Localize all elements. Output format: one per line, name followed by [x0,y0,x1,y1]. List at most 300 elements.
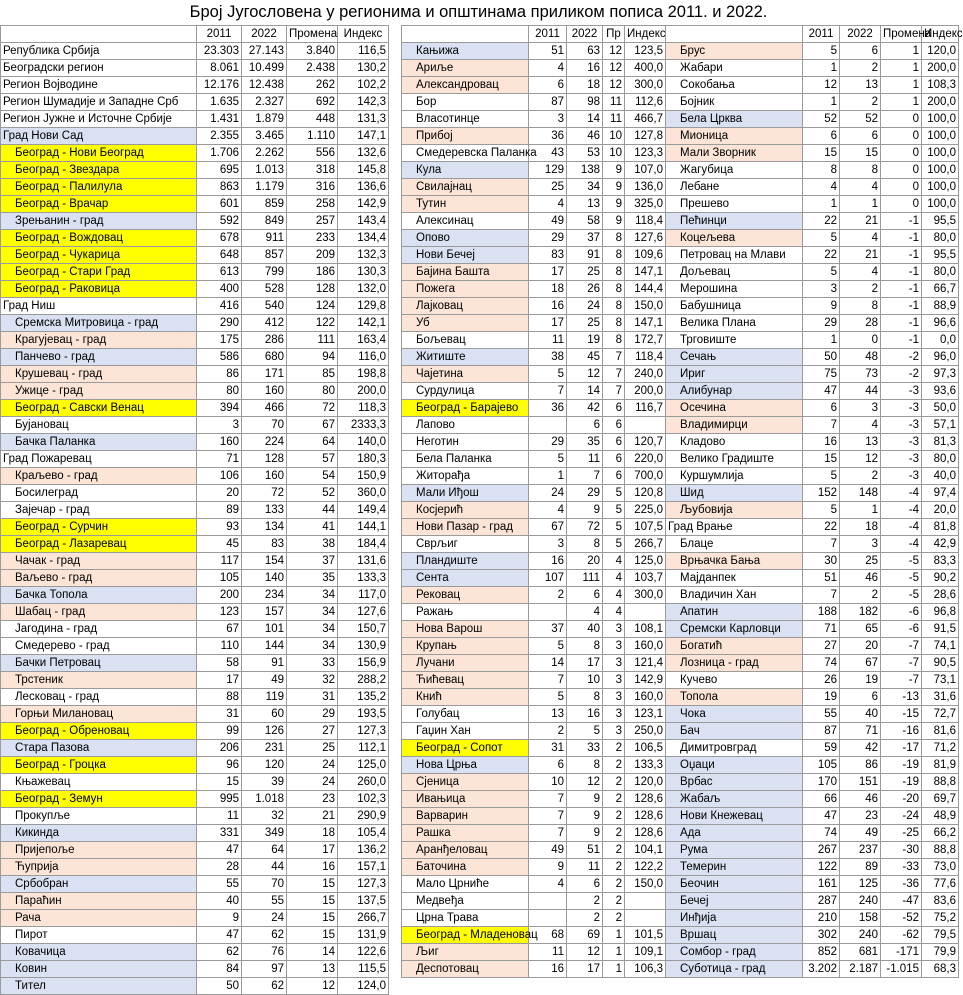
table-row [402,587,666,604]
index-value: 147,1 [338,128,389,145]
count-2022: 13 [840,77,881,94]
change-value: 2 [603,740,625,757]
count-2011: 47 [803,383,840,400]
index-value: 400,0 [625,60,666,77]
count-2011: 107 [529,570,567,587]
table-row [1,60,389,77]
municipality-name: Црна Трава [402,910,529,927]
count-2011: 16 [529,553,567,570]
index-value: 77,6 [922,876,959,893]
change-value: 64 [287,434,338,451]
count-2011: 5 [529,451,567,468]
table-row [1,417,389,434]
municipality-name: Босилеград [1,485,197,502]
municipality-name: Баточина [402,859,529,876]
change-value: 34 [287,638,338,655]
table-row [666,145,959,162]
change-value: 9 [603,179,625,196]
change-value: -17 [881,740,922,757]
table-row [666,247,959,264]
table-row [402,723,666,740]
count-2011: 110 [197,638,242,655]
index-value: 140,0 [338,434,389,451]
count-2011: 20 [197,485,242,502]
count-2022: 119 [242,689,287,706]
table-row [1,842,389,859]
municipality-name: Бојник [666,94,803,111]
index-value: 150,7 [338,621,389,638]
index-value: 150,0 [625,876,666,893]
count-2011: 51 [529,43,567,60]
change-value: 72 [287,400,338,417]
change-value: 3 [603,723,625,740]
municipality-name: Блаце [666,536,803,553]
count-2011: 16 [529,298,567,315]
count-2011: 4 [803,179,840,196]
index-value: 142,9 [338,196,389,213]
change-value: 2 [603,825,625,842]
count-2011: 58 [197,655,242,672]
table-row [666,706,959,723]
municipality-name: Дољевац [666,264,803,281]
municipality-name: Апатин [666,604,803,621]
municipality-name: Ада [666,825,803,842]
change-value: 57 [287,451,338,468]
table-row [402,43,666,60]
count-2022: 1.013 [242,162,287,179]
table-row [402,145,666,162]
index-value [625,604,666,621]
change-value: 3 [603,706,625,723]
municipality-name: Гаџин Хан [402,723,529,740]
index-value: 147,1 [625,264,666,281]
count-2011: 170 [803,774,840,791]
count-2022: 8 [567,757,603,774]
municipality-name: Лозница - град [666,655,803,672]
table-row [1,604,389,621]
index-value: 69,7 [922,791,959,808]
index-value: 143,4 [338,213,389,230]
index-value: 125,0 [625,553,666,570]
table-row [402,706,666,723]
change-value: -4 [881,519,922,536]
municipality-name: Ковин [1,961,197,978]
count-2011 [529,417,567,434]
change-value: 7 [603,383,625,400]
index-value: 115,5 [338,961,389,978]
table-row [402,893,666,910]
table-row [402,417,666,434]
count-2011: 75 [803,366,840,383]
count-2011: 995 [197,791,242,808]
municipality-name: Прокупље [1,808,197,825]
count-2011: 52 [803,111,840,128]
table-row [666,485,959,502]
table-row [666,553,959,570]
index-value: 100,0 [922,162,959,179]
change-value: 29 [287,706,338,723]
count-2022: 73 [840,366,881,383]
table-row [402,825,666,842]
municipality-name: Нови Бечеј [402,247,529,264]
table-row [1,553,389,570]
municipality-name: Варварин [402,808,529,825]
index-value: 127,3 [338,723,389,740]
index-value: 66,7 [922,281,959,298]
table-row [666,655,959,672]
count-2011: 16 [529,961,567,978]
municipality-name: Пећинци [666,213,803,230]
column-header: 2011 [197,26,242,43]
count-2011: 86 [197,366,242,383]
column-header: 2022 [242,26,287,43]
change-value: -1 [881,315,922,332]
count-2011: 1 [803,332,840,349]
change-value: 2 [603,791,625,808]
municipality-name: Бујановац [1,417,197,434]
count-2011: 38 [529,349,567,366]
change-value: 12 [603,60,625,77]
count-2022: 2 [840,281,881,298]
count-2022: 1 [840,502,881,519]
table-row [666,179,959,196]
table-row [666,927,959,944]
count-2011: 3.202 [803,961,840,978]
index-value: 81,3 [922,434,959,451]
municipality-name: Темерин [666,859,803,876]
change-value: 6 [603,468,625,485]
count-2011: 27 [803,638,840,655]
table-row [402,196,666,213]
municipality-name: Град Нови Сад [1,128,197,145]
index-value: 129,8 [338,298,389,315]
municipality-name: Сремски Карловци [666,621,803,638]
index-value: 225,0 [625,502,666,519]
change-value: 316 [287,179,338,196]
count-2011: 14 [529,655,567,672]
index-value: 48,9 [922,808,959,825]
change-value: -2 [881,349,922,366]
index-value: 120,0 [625,774,666,791]
table-row [1,451,389,468]
count-2011: 3 [803,281,840,298]
table-row [666,536,959,553]
count-2022: 13 [840,434,881,451]
count-2022: 128 [242,451,287,468]
index-value: 150,0 [625,298,666,315]
count-2022: 158 [840,910,881,927]
change-value: 15 [287,876,338,893]
count-2011: 22 [803,247,840,264]
table-row [666,604,959,621]
count-2022: 55 [242,893,287,910]
table-row [1,944,389,961]
index-value: 128,6 [625,808,666,825]
count-2022: 16 [567,706,603,723]
change-value: 38 [287,536,338,553]
municipality-name: Мерошина [666,281,803,298]
count-2011: 5 [803,502,840,519]
index-value: 42,9 [922,536,959,553]
index-value: 132,6 [338,145,389,162]
table-row [1,366,389,383]
table-row [402,689,666,706]
count-2022: 89 [840,859,881,876]
count-2022: 240 [840,893,881,910]
count-2011: 105 [803,757,840,774]
count-2011: 15 [803,145,840,162]
table-row [666,859,959,876]
municipality-name: Сјеница [402,774,529,791]
table-header-row [1,26,389,43]
count-2022: 26 [567,281,603,298]
index-value: 95,5 [922,247,959,264]
table-row [402,383,666,400]
index-value: 74,1 [922,638,959,655]
index-value: 109,1 [625,944,666,961]
municipality-name: Ивањица [402,791,529,808]
count-2022: 25 [567,264,603,281]
table-row [1,876,389,893]
count-2011: 400 [197,281,242,298]
change-value: 556 [287,145,338,162]
table-row [402,808,666,825]
change-value: -19 [881,774,922,791]
count-2011: 93 [197,519,242,536]
count-2022: 6 [567,587,603,604]
index-value: 142,1 [338,315,389,332]
index-value: 142,9 [625,672,666,689]
municipality-name: Нови Пазар - град [402,519,529,536]
table-row [1,298,389,315]
table-row [666,43,959,60]
count-2011: 863 [197,179,242,196]
municipality-name: Београд - Стари Град [1,264,197,281]
change-value: 258 [287,196,338,213]
change-value: 0 [881,162,922,179]
change-value: 23 [287,791,338,808]
change-value: 2 [603,893,625,910]
count-2011: 31 [197,706,242,723]
index-value: 466,7 [625,111,666,128]
count-2022: 28 [840,315,881,332]
count-2022: 46 [567,128,603,145]
municipality-name: Трстеник [1,672,197,689]
municipality-name: Бачка Паланка [1,434,197,451]
index-value: 75,2 [922,910,959,927]
change-value: -4 [881,485,922,502]
count-2011: 2 [529,587,567,604]
count-2022: 76 [242,944,287,961]
table-row [402,162,666,179]
municipality-name: Кањижа [402,43,529,60]
count-2022: 34 [567,179,603,196]
table-row [666,77,959,94]
count-2022: 83 [242,536,287,553]
count-2022: 8 [840,162,881,179]
count-2022: 71 [840,723,881,740]
table-row [1,230,389,247]
table-row [1,247,389,264]
municipality-name: Чачак - град [1,553,197,570]
count-2022: 91 [242,655,287,672]
municipality-name: Београд - Палилула [1,179,197,196]
index-value: 149,4 [338,502,389,519]
count-2022: 8 [840,298,881,315]
table-header-row [666,26,959,43]
municipality-name: Владичин Хан [666,587,803,604]
count-2022: 24 [567,298,603,315]
change-value: 9 [603,213,625,230]
table-row [402,621,666,638]
index-value: 250,0 [625,723,666,740]
municipality-name: Бајина Башта [402,264,529,281]
municipality-name: Мали Зворник [666,145,803,162]
count-2022: 2 [840,94,881,111]
change-value: 24 [287,757,338,774]
count-2022: 3.465 [242,128,287,145]
count-2011: 43 [529,145,567,162]
count-2011: 4 [529,876,567,893]
municipality-name: Лапово [402,417,529,434]
change-value: 318 [287,162,338,179]
index-value: 700,0 [625,468,666,485]
table-row [402,927,666,944]
count-2011: 49 [529,842,567,859]
table-row [1,111,389,128]
municipality-name: Петровац на Млави [666,247,803,264]
change-value: 25 [287,740,338,757]
table-panel-middle [401,25,666,978]
municipality-name: Кнић [402,689,529,706]
count-2011: 695 [197,162,242,179]
index-value: 96,0 [922,349,959,366]
table-row [402,757,666,774]
change-value: 262 [287,77,338,94]
change-value: 4 [603,604,625,621]
municipality-name: Сокобања [666,77,803,94]
index-value: 260,0 [338,774,389,791]
municipality-name: Бечеј [666,893,803,910]
table-row [666,196,959,213]
count-2022: 7 [567,468,603,485]
count-2022: 224 [242,434,287,451]
column-header: Индекс [338,26,389,43]
change-value: 7 [603,349,625,366]
change-value: 209 [287,247,338,264]
change-value: -3 [881,417,922,434]
count-2022: 13 [567,196,603,213]
count-2011: 3 [529,111,567,128]
count-2022: 10 [567,672,603,689]
index-value: 136,2 [338,842,389,859]
table-row [666,519,959,536]
count-2011: 1 [803,60,840,77]
municipality-name: Нова Црња [402,757,529,774]
table-row [666,944,959,961]
count-2022: 21 [840,247,881,264]
municipality-name: Мало Црниће [402,876,529,893]
index-value: 103,7 [625,570,666,587]
index-value: 109,6 [625,247,666,264]
table-row [1,927,389,944]
index-value: 240,0 [625,366,666,383]
change-value: 3.840 [287,43,338,60]
municipality-name: Топола [666,689,803,706]
municipality-name: Љубовија [666,502,803,519]
municipality-name: Мали Иђош [402,485,529,502]
municipality-name: Пријепоље [1,842,197,859]
table-row [666,893,959,910]
index-value: 100,0 [922,196,959,213]
count-2022: 69 [567,927,603,944]
count-2022: 859 [242,196,287,213]
municipality-name: Власотинце [402,111,529,128]
table-row [1,825,389,842]
index-value: 132,3 [338,247,389,264]
count-2022: 21 [840,213,881,230]
table-panel-right [665,25,963,978]
municipality-name: Крагујевац - град [1,332,197,349]
table-row [1,723,389,740]
count-2022: 2 [840,468,881,485]
count-2022: 2 [840,60,881,77]
index-value: 132,0 [338,281,389,298]
count-2011: 7 [529,791,567,808]
index-value: 88,9 [922,298,959,315]
count-2022: 528 [242,281,287,298]
count-2022: 35 [567,434,603,451]
count-2011 [529,910,567,927]
count-2011: 12.176 [197,77,242,94]
change-value: -7 [881,672,922,689]
change-value: 13 [287,961,338,978]
change-value: 14 [287,944,338,961]
column-header: 2022 [840,26,881,43]
count-2011: 68 [529,927,567,944]
table-row [666,689,959,706]
count-2011: 1 [529,468,567,485]
change-value: -1 [881,298,922,315]
count-2011: 71 [803,621,840,638]
change-value: 15 [287,893,338,910]
index-value: 136,6 [338,179,389,196]
count-2011: 49 [529,213,567,230]
count-2011: 15 [803,451,840,468]
table-row [402,944,666,961]
change-value: 35 [287,570,338,587]
count-2011: 1 [803,94,840,111]
count-2022: 24 [242,910,287,927]
count-2022: 70 [242,876,287,893]
change-value: 7 [603,366,625,383]
index-value: 102,2 [338,77,389,94]
table-row [402,468,666,485]
index-value: 81,8 [922,519,959,536]
count-2022: 4 [840,179,881,196]
index-value: 135,2 [338,689,389,706]
count-2011: 67 [197,621,242,638]
municipality-name: Регион Шумадије и Западне Срб [1,94,197,111]
change-value: 18 [287,825,338,842]
change-value: 1 [881,77,922,94]
index-value: 100,0 [922,179,959,196]
count-2011: 29 [529,434,567,451]
count-2022: 148 [840,485,881,502]
index-value: 108,3 [922,77,959,94]
municipality-name: Бела Црква [666,111,803,128]
count-2022: 39 [242,774,287,791]
